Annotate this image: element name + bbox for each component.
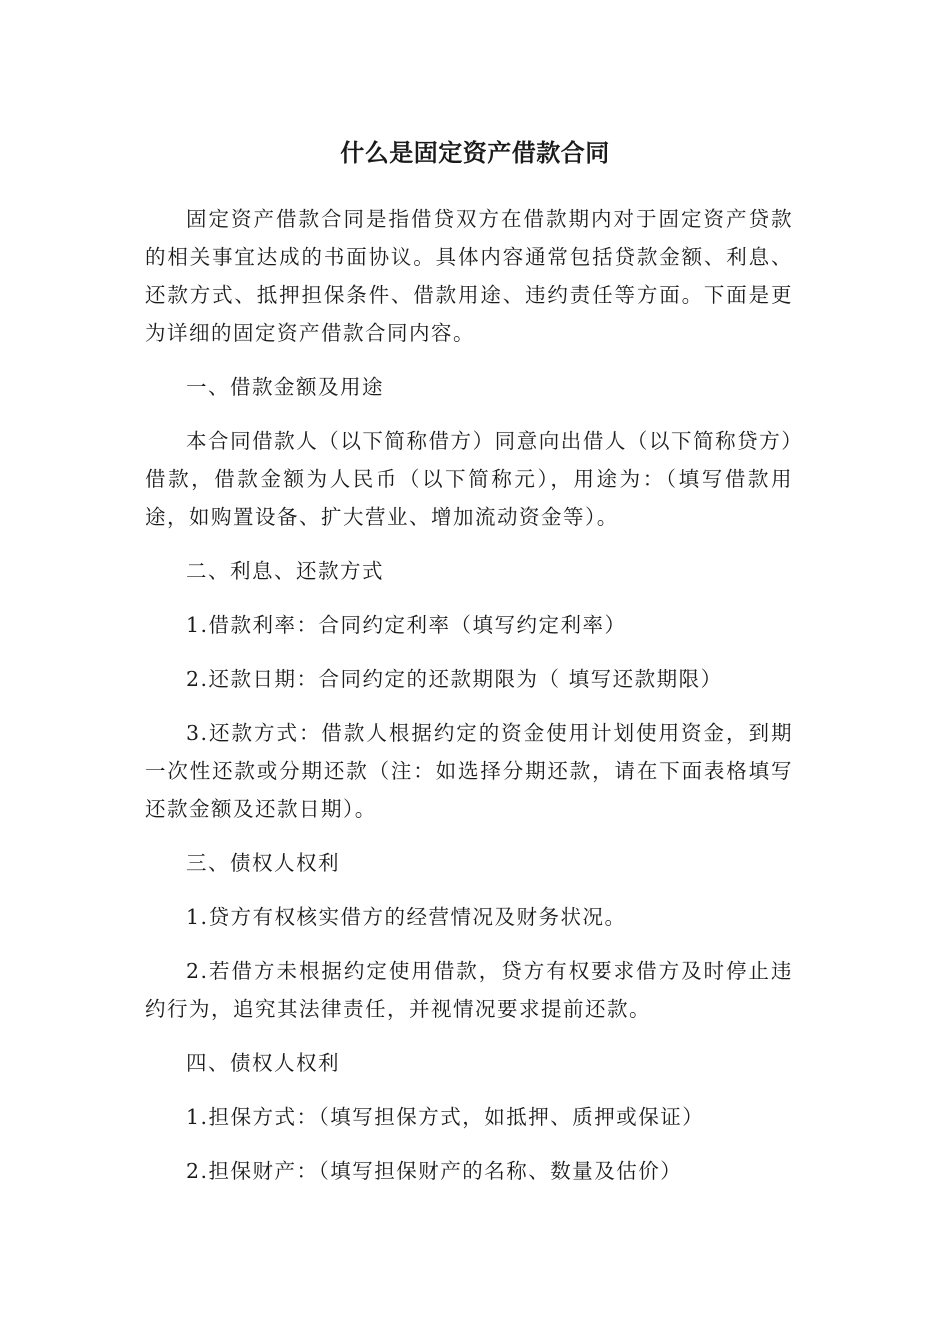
- guarantee-method-item: 1.担保方式：（填写担保方式，如抵押、质押或保证）: [186, 1105, 705, 1129]
- intro-paragraph: 固定资产借款合同是指借贷双方在借款期内对于固定资产贷款的相关事宜达成的书面协议。具体内容通常包括贷款金额、利息、还款方式、抵押担保条件、借款用途、违约责任等方面。下面是更为详细的固定资产借款合同内容。: [145, 207, 793, 345]
- repayment-method-item: 3.还款方式：借款人根据约定的资金使用计划使用资金，到期一次性还款或分期还款（注：如选择分期还款，请在下面表格填写还款金额及还款日期）。: [145, 721, 793, 821]
- creditor-right-item-2: 2.若借方未根据约定使用借款，贷方有权要求借方及时停止违约行为，追究其法律责任，并视情况要求提前还款。: [145, 959, 793, 1021]
- section-heading-interest: 二、利息、还款方式: [186, 559, 384, 583]
- loan-amount-paragraph: 本合同借款人（以下简称借方）同意向出借人（以下简称贷方）借款，借款金额为人民币（以下简称元），用途为：（填写借款用途，如购置设备、扩大营业、增加流动资金等）。: [145, 429, 793, 529]
- document-body: [145, 200, 793, 1206]
- creditor-right-item-1: 1.贷方有权核实借方的经营情况及财务状况。: [186, 905, 627, 929]
- repayment-date-item: 2.还款日期：合同约定的还款期限为（ 填写还款期限）: [186, 667, 723, 691]
- guarantee-property-item: 2.担保财产：（填写担保财产的名称、数量及估价）: [186, 1159, 683, 1183]
- document-title: 什么是固定资产借款合同: [340, 139, 610, 167]
- interest-rate-item: 1.借款利率：合同约定利率（填写约定利率）: [186, 613, 627, 637]
- section-heading-guarantee: 四、债权人权利: [186, 1051, 340, 1075]
- section-heading-loan-amount: 一、借款金额及用途: [186, 375, 384, 399]
- section-heading-creditor-rights: 三、债权人权利: [186, 851, 340, 875]
